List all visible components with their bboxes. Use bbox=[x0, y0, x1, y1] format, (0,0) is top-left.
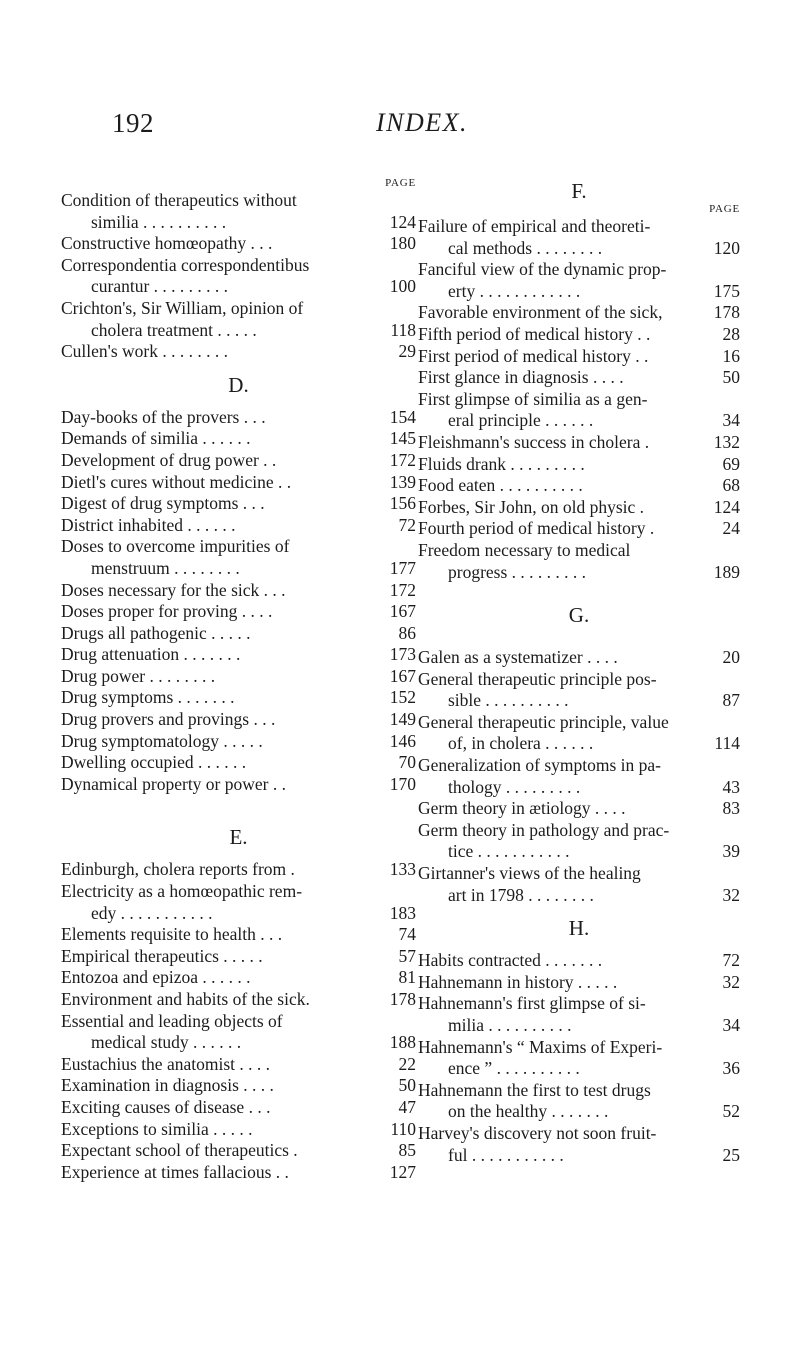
entry-page-number: 188 bbox=[376, 1032, 416, 1054]
index-entry bbox=[61, 752, 416, 774]
entry-text: Food eaten . . . . . . . . . . bbox=[418, 475, 583, 496]
index-entry bbox=[418, 1037, 740, 1080]
index-entry bbox=[61, 450, 416, 472]
entry-text: Drug symptoms . . . . . . . bbox=[61, 687, 235, 708]
index-entry bbox=[61, 666, 416, 688]
entry-page-number: 118 bbox=[376, 320, 416, 342]
entry-page-number: 69 bbox=[700, 454, 740, 476]
entry-page-number: 180 bbox=[376, 233, 416, 255]
entry-page-number: 149 bbox=[376, 709, 416, 731]
index-entry bbox=[61, 428, 416, 450]
entry-text: Failure of empirical and theoreti- bbox=[418, 216, 651, 236]
entry-text: Day-books of the provers . . . bbox=[61, 406, 266, 427]
index-entry bbox=[61, 989, 416, 1011]
index-entry bbox=[418, 302, 740, 324]
section-letter-h: H. bbox=[568, 916, 590, 941]
entry-page-number: 173 bbox=[376, 644, 416, 666]
entry-page-number: 57 bbox=[376, 946, 416, 968]
index-entry bbox=[418, 755, 740, 798]
index-entry bbox=[61, 1097, 416, 1119]
entry-page-number: 139 bbox=[376, 472, 416, 494]
entry-page-number: 120 bbox=[700, 238, 740, 260]
index-entry bbox=[61, 967, 416, 989]
entry-text-continued: sible . . . . . . . . . . bbox=[448, 690, 569, 711]
index-entry bbox=[61, 731, 416, 753]
entry-page-number: 133 bbox=[376, 859, 416, 881]
entry-page-number: 124 bbox=[700, 497, 740, 519]
index-entry bbox=[61, 407, 416, 429]
entry-text-continued: eral principle . . . . . . bbox=[448, 410, 594, 431]
entry-text: Habits contracted . . . . . . . bbox=[418, 950, 603, 971]
entry-text: District inhabited . . . . . . bbox=[61, 514, 236, 535]
entry-text: Fluids drank . . . . . . . . . bbox=[418, 453, 585, 474]
entry-text: Galen as a systematizer . . . . bbox=[418, 647, 618, 668]
index-entry bbox=[61, 233, 416, 255]
entry-page-number: 72 bbox=[700, 950, 740, 972]
index-entry bbox=[61, 687, 416, 709]
entry-page-number: 156 bbox=[376, 493, 416, 515]
entry-text: Cullen's work . . . . . . . . bbox=[61, 341, 228, 362]
entry-page-number: 85 bbox=[376, 1140, 416, 1162]
entry-page-number: 167 bbox=[376, 666, 416, 688]
index-column-left bbox=[61, 176, 416, 1183]
entry-text: Fanciful view of the dynamic prop- bbox=[418, 259, 667, 280]
entry-text: Examination in diagnosis . . . . bbox=[61, 1075, 274, 1096]
entry-text: Electricity as a homœopathic rem- bbox=[61, 881, 303, 902]
entry-page-number: 132 bbox=[700, 432, 740, 454]
index-entry bbox=[61, 190, 416, 233]
entry-text-continued: art in 1798 . . . . . . . . bbox=[448, 884, 594, 905]
entry-page-number: 170 bbox=[376, 774, 416, 796]
page-title: INDEX. bbox=[375, 108, 469, 137]
index-entry bbox=[418, 669, 740, 712]
entry-page-number: 36 bbox=[700, 1058, 740, 1080]
entry-page-number: 152 bbox=[376, 687, 416, 709]
entry-text: Constructive homœopathy . . . bbox=[61, 233, 273, 254]
entry-page-number: 32 bbox=[700, 885, 740, 907]
entry-text: Crichton's, Sir William, opinion of bbox=[61, 297, 304, 318]
index-entry bbox=[61, 601, 416, 623]
entry-text: First glimpse of similia as a gen- bbox=[418, 388, 648, 409]
entry-page-number: 86 bbox=[376, 623, 416, 645]
index-entry bbox=[61, 774, 416, 796]
index-entry bbox=[61, 515, 416, 537]
entry-page-number: 154 bbox=[376, 407, 416, 429]
entry-text: Drug power . . . . . . . . bbox=[61, 665, 216, 686]
entry-page-number: 114 bbox=[700, 733, 740, 755]
section-letter-d: D. bbox=[228, 372, 249, 397]
index-entry bbox=[418, 216, 740, 259]
entries-f bbox=[418, 216, 740, 583]
entry-page-number: 50 bbox=[700, 367, 740, 389]
index-entry bbox=[61, 255, 416, 298]
entry-page-number: 100 bbox=[376, 276, 416, 298]
entry-page-number: 70 bbox=[376, 752, 416, 774]
entry-page-number: 183 bbox=[376, 903, 416, 925]
page-column-label-right: PAGE bbox=[709, 203, 740, 215]
index-entry bbox=[418, 950, 740, 972]
index-entry bbox=[61, 946, 416, 968]
index-entry bbox=[418, 497, 740, 519]
entry-page-number: 52 bbox=[700, 1101, 740, 1123]
entry-text: Elements requisite to health . . . bbox=[61, 924, 283, 945]
index-entry bbox=[418, 863, 740, 906]
running-head bbox=[112, 108, 732, 148]
entry-text: Dietl's cures without medicine . . bbox=[61, 471, 292, 492]
entry-text-continued: ence ” . . . . . . . . . . bbox=[448, 1058, 580, 1079]
index-entry bbox=[61, 298, 416, 341]
index-entry bbox=[418, 540, 740, 583]
entry-text: Doses proper for proving . . . . bbox=[61, 601, 273, 622]
index-entry bbox=[61, 472, 416, 494]
entry-page-number: 167 bbox=[376, 601, 416, 623]
entry-text-continued: tice . . . . . . . . . . . bbox=[448, 841, 570, 862]
entry-text-continued: thology . . . . . . . . . bbox=[448, 776, 581, 797]
index-entry bbox=[418, 367, 740, 389]
entry-text: Hahnemann's “ Maxims of Experi- bbox=[418, 1036, 663, 1057]
entry-text: Exciting causes of disease . . . bbox=[61, 1096, 271, 1117]
entry-page-number: 29 bbox=[376, 341, 416, 363]
entry-page-number: 72 bbox=[376, 515, 416, 537]
entry-text: Drug attenuation . . . . . . . bbox=[61, 644, 241, 665]
entry-page-number: 34 bbox=[700, 410, 740, 432]
entry-text: Environment and habits of the sick. bbox=[61, 989, 310, 1009]
index-entry bbox=[61, 924, 416, 946]
entry-text: Empirical therapeutics . . . . . bbox=[61, 945, 263, 966]
entry-text: Drugs all pathogenic . . . . . bbox=[61, 622, 251, 643]
entry-text-continued: on the healthy . . . . . . . bbox=[448, 1101, 609, 1122]
entry-text-continued: cal methods . . . . . . . . bbox=[448, 237, 603, 258]
entry-text-continued: menstruum . . . . . . . . bbox=[91, 557, 240, 578]
entry-page-number: 127 bbox=[376, 1162, 416, 1184]
entry-text: General therapeutic principle, value bbox=[418, 711, 669, 732]
index-column-right bbox=[418, 176, 740, 1166]
index-entry bbox=[61, 341, 416, 363]
entry-page-number: 172 bbox=[376, 450, 416, 472]
entry-text: First period of medical history . . bbox=[418, 345, 649, 366]
entry-text: Forbes, Sir John, on old physic . bbox=[418, 496, 645, 517]
entry-text: Fourth period of medical history . bbox=[418, 518, 655, 539]
entry-page-number: 175 bbox=[700, 281, 740, 303]
index-entry bbox=[418, 432, 740, 454]
index-entry bbox=[418, 389, 740, 432]
entry-text: Drug provers and provings . . . bbox=[61, 709, 276, 730]
index-entry bbox=[418, 647, 740, 669]
entries-g bbox=[418, 647, 740, 906]
entry-text: Experience at times fallacious . . bbox=[61, 1161, 289, 1182]
entry-text: Entozoa and epizoa . . . . . . bbox=[61, 967, 251, 988]
entry-page-number: 74 bbox=[376, 924, 416, 946]
entry-text-continued: milia . . . . . . . . . . bbox=[448, 1015, 572, 1035]
entry-text: Demands of similia . . . . . . bbox=[61, 428, 251, 449]
index-entry bbox=[61, 1162, 416, 1184]
index-entry bbox=[61, 623, 416, 645]
index-entry bbox=[61, 1075, 416, 1097]
index-entry bbox=[418, 518, 740, 540]
entry-text: Expectant school of therapeutics . bbox=[61, 1140, 298, 1161]
entry-text: Edinburgh, cholera reports from . bbox=[61, 859, 295, 880]
index-entry bbox=[418, 324, 740, 346]
index-entry bbox=[418, 972, 740, 994]
entry-page-number: 47 bbox=[376, 1097, 416, 1119]
entry-page-number: 24 bbox=[700, 518, 740, 540]
entry-text-continued: similia . . . . . . . . . . bbox=[91, 211, 227, 232]
entry-text: Doses to overcome impurities of bbox=[61, 536, 290, 557]
entry-text: Germ theory in pathology and prac- bbox=[418, 819, 670, 840]
entry-page-number: 178 bbox=[376, 989, 416, 1011]
section-letter-e: E. bbox=[229, 825, 248, 850]
entry-page-number: 124 bbox=[376, 212, 416, 234]
entry-text-continued: progress . . . . . . . . . bbox=[448, 561, 587, 582]
index-entry bbox=[418, 1080, 740, 1123]
entry-page-number: 81 bbox=[376, 967, 416, 989]
entry-text-continued: curantur . . . . . . . . . bbox=[91, 276, 229, 297]
entry-text: Doses necessary for the sick . . . bbox=[61, 579, 286, 600]
entry-page-number: 68 bbox=[700, 475, 740, 497]
entry-page-number: 43 bbox=[700, 777, 740, 799]
entry-text: First glance in diagnosis . . . . bbox=[418, 367, 624, 388]
entry-text: Hahnemann the first to test drugs bbox=[418, 1079, 651, 1100]
index-entry bbox=[418, 1123, 740, 1166]
index-entry bbox=[418, 475, 740, 497]
entries-c bbox=[61, 190, 416, 363]
entries-e bbox=[61, 859, 416, 1183]
index-entry bbox=[61, 536, 416, 579]
entry-text: Dwelling occupied . . . . . . bbox=[61, 752, 247, 773]
entry-text: Harvey's discovery not soon fruit- bbox=[418, 1122, 657, 1143]
entry-text: Fleishmann's success in cholera . bbox=[418, 431, 650, 452]
entry-text: Hahnemann's first glimpse of si- bbox=[418, 993, 646, 1014]
index-entry bbox=[418, 259, 740, 302]
entry-text: General therapeutic principle pos- bbox=[418, 668, 657, 689]
index-entry bbox=[61, 1011, 416, 1054]
entry-text-continued: medical study . . . . . . bbox=[91, 1032, 242, 1053]
index-entry bbox=[61, 1119, 416, 1141]
entry-page-number: 32 bbox=[700, 972, 740, 994]
entry-text: Digest of drug symptoms . . . bbox=[61, 493, 265, 514]
entry-text: Girtanner's views of the healing bbox=[418, 863, 641, 884]
index-entry bbox=[61, 859, 416, 881]
entry-page-number: 22 bbox=[376, 1054, 416, 1076]
entry-text: Essential and leading objects of bbox=[61, 1010, 283, 1031]
entry-page-number: 178 bbox=[700, 302, 740, 324]
entry-page-number: 110 bbox=[376, 1119, 416, 1141]
entry-text: Development of drug power . . bbox=[61, 449, 277, 470]
entry-text-continued: cholera treatment . . . . . bbox=[91, 319, 257, 340]
entries-d bbox=[61, 407, 416, 796]
page-number: 192 bbox=[112, 108, 154, 138]
index-entry bbox=[418, 454, 740, 476]
index-entry bbox=[418, 346, 740, 368]
entry-page-number: 172 bbox=[376, 580, 416, 602]
entry-text: Drug symptomatology . . . . . bbox=[61, 730, 263, 751]
entry-text: Correspondentia correspondentibus bbox=[61, 254, 310, 275]
entry-page-number: 145 bbox=[376, 428, 416, 450]
index-entry bbox=[61, 580, 416, 602]
entry-text: Hahnemann in history . . . . . bbox=[418, 971, 618, 992]
entry-page-number: 28 bbox=[700, 324, 740, 346]
entry-page-number: 189 bbox=[700, 562, 740, 584]
index-entry bbox=[61, 1054, 416, 1076]
entry-text: Condition of therapeutics without bbox=[61, 190, 297, 210]
entry-page-number: 87 bbox=[700, 690, 740, 712]
entry-page-number: 177 bbox=[376, 558, 416, 580]
entry-text: Germ theory in ætiology . . . . bbox=[418, 798, 626, 819]
entry-text-continued: ful . . . . . . . . . . . bbox=[448, 1144, 564, 1165]
entry-page-number: 83 bbox=[700, 798, 740, 820]
page-column-label: PAGE bbox=[385, 177, 416, 189]
entry-page-number: 34 bbox=[700, 1015, 740, 1037]
index-entry bbox=[418, 820, 740, 863]
entry-text-continued: erty . . . . . . . . . . . . bbox=[448, 280, 581, 301]
entry-page-number: 16 bbox=[700, 346, 740, 368]
index-entry bbox=[418, 798, 740, 820]
index-entry bbox=[418, 712, 740, 755]
entry-page-number: 146 bbox=[376, 731, 416, 753]
entry-text-continued: edy . . . . . . . . . . . bbox=[91, 902, 213, 923]
index-entry bbox=[418, 993, 740, 1036]
entry-text: Fifth period of medical history . . bbox=[418, 323, 651, 344]
entries-h bbox=[418, 950, 740, 1166]
index-entry bbox=[61, 493, 416, 515]
entry-text: Favorable environment of the sick, bbox=[418, 302, 663, 323]
entry-text: Dynamical property or power . . bbox=[61, 773, 286, 794]
entry-text-continued: of, in cholera . . . . . . bbox=[448, 733, 594, 754]
entry-text: Eustachius the anatomist . . . . bbox=[61, 1053, 270, 1074]
section-letter-g: G. bbox=[568, 603, 590, 628]
entry-page-number: 25 bbox=[700, 1145, 740, 1167]
section-letter-f: F. bbox=[571, 179, 587, 203]
index-entry bbox=[61, 709, 416, 731]
entry-text: Freedom necessary to medical bbox=[418, 539, 631, 560]
index-entry bbox=[61, 644, 416, 666]
index-entry bbox=[61, 1140, 416, 1162]
entry-page-number: 50 bbox=[376, 1075, 416, 1097]
entry-text: Generalization of symptoms in pa- bbox=[418, 755, 661, 776]
entry-page-number: 39 bbox=[700, 841, 740, 863]
entry-page-number: 20 bbox=[700, 647, 740, 669]
index-entry bbox=[61, 881, 416, 924]
entry-text: Exceptions to similia . . . . . bbox=[61, 1118, 253, 1139]
